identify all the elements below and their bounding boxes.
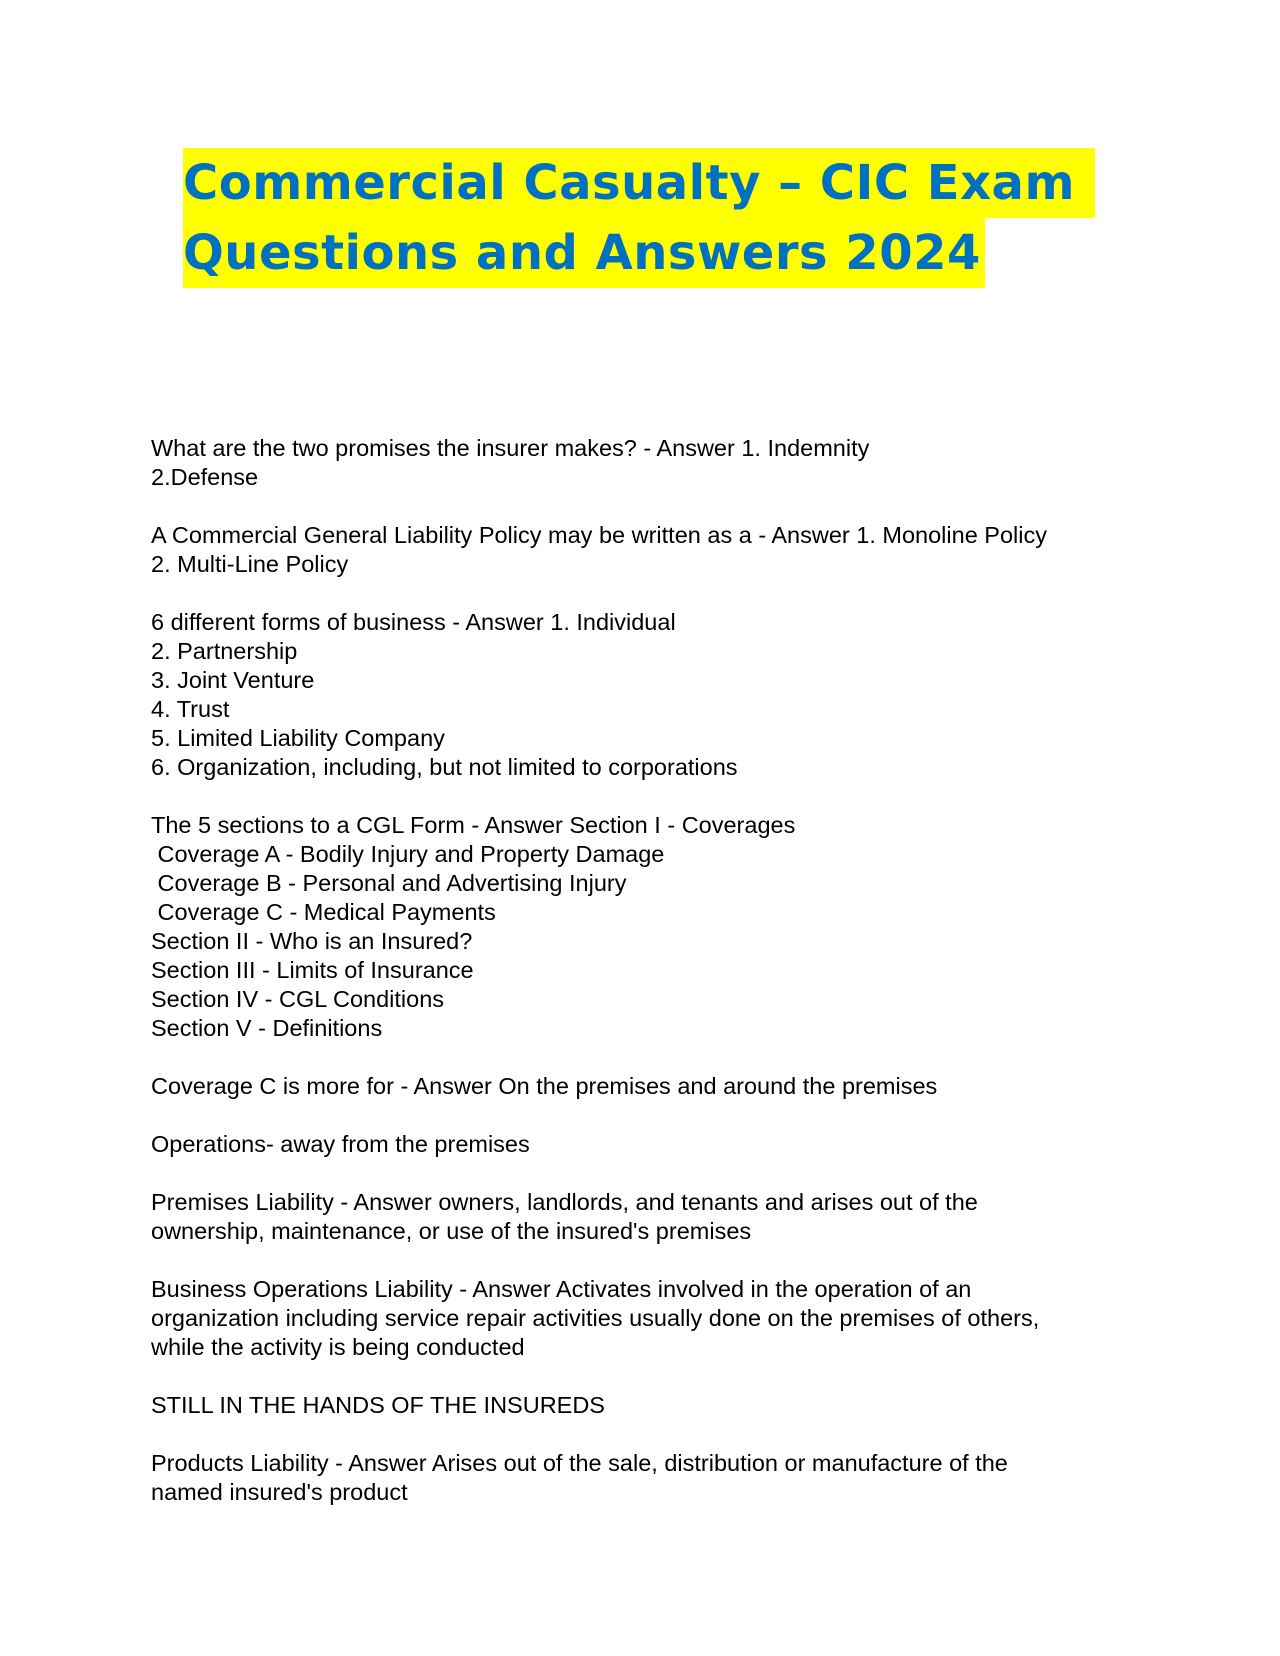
- qa-line: STILL IN THE HANDS OF THE INSUREDS: [151, 1392, 605, 1418]
- qa-block-10: [151, 1449, 1151, 1507]
- qa-content: [151, 434, 1151, 1507]
- qa-line: named insured's product: [151, 1479, 408, 1505]
- qa-block-6: [151, 1130, 1151, 1159]
- qa-line: 6. Organization, including, but not limited to corporations: [151, 754, 738, 780]
- qa-line: Coverage C - Medical Payments: [151, 899, 496, 925]
- document-title: [183, 148, 1123, 288]
- qa-line: 3. Joint Venture: [151, 667, 315, 693]
- qa-line: Coverage B - Personal and Advertising Injury: [151, 870, 627, 896]
- qa-block-9: [151, 1391, 1151, 1420]
- qa-line: 5. Limited Liability Company: [151, 725, 445, 751]
- qa-block-7: [151, 1188, 1151, 1246]
- qa-line: What are the two promises the insurer makes? - Answer 1. Indemnity: [151, 435, 870, 461]
- qa-block-3: [151, 608, 1151, 782]
- qa-line: Coverage A - Bodily Injury and Property Damage: [151, 841, 665, 867]
- qa-line: The 5 sections to a CGL Form - Answer Section I - Coverages: [151, 812, 796, 838]
- qa-line: 6 different forms of business - Answer 1. Individual: [151, 609, 676, 635]
- qa-line: organization including service repair activities usually done on the premises of others,: [151, 1305, 1040, 1331]
- qa-line: 4. Trust: [151, 696, 230, 722]
- qa-line: Products Liability - Answer Arises out of the sale, distribution or manufacture of the: [151, 1450, 1008, 1476]
- qa-line: Section II - Who is an Insured?: [151, 928, 473, 954]
- qa-line: 2. Partnership: [151, 638, 298, 664]
- qa-line: A Commercial General Liability Policy may be written as a - Answer 1. Monoline Policy: [151, 522, 1047, 548]
- qa-line: Premises Liability - Answer owners, landlords, and tenants and arises out of the: [151, 1189, 978, 1215]
- qa-block-1: [151, 434, 1151, 492]
- qa-line: Operations- away from the premises: [151, 1131, 530, 1157]
- qa-line: 2. Multi-Line Policy: [151, 551, 349, 577]
- qa-block-8: [151, 1275, 1151, 1362]
- qa-block-2: [151, 521, 1151, 579]
- qa-block-4: [151, 811, 1151, 1043]
- qa-line: Section V - Definitions: [151, 1015, 383, 1041]
- title-line-2: Questions and Answers 2024: [183, 218, 985, 288]
- qa-line: Section IV - CGL Conditions: [151, 986, 445, 1012]
- qa-line: Coverage C is more for - Answer On the premises and around the premises: [151, 1073, 938, 1099]
- qa-block-5: [151, 1072, 1151, 1101]
- qa-line: Business Operations Liability - Answer Activates involved in the operation of an: [151, 1276, 972, 1302]
- qa-line: 2.Defense: [151, 464, 259, 490]
- qa-line: ownership, maintenance, or use of the insured's premises: [151, 1218, 752, 1244]
- qa-line: while the activity is being conducted: [151, 1334, 525, 1360]
- qa-line: Section III - Limits of Insurance: [151, 957, 474, 983]
- title-line-1: Commercial Casualty – CIC Exam: [183, 148, 1095, 218]
